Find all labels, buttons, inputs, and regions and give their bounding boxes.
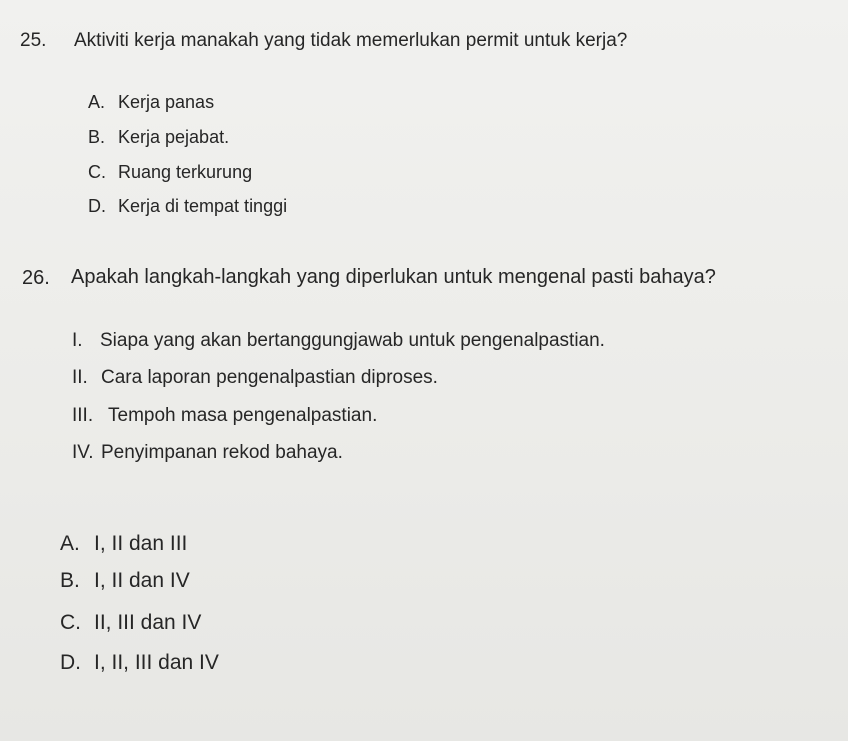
question-26-text: Apakah langkah-langkah yang diperlukan untuk mengenal pasti bahaya? [71, 266, 716, 288]
q25-option-c-letter: C. [88, 162, 106, 182]
q26-statement-3-text: Tempoh masa pengenalpastian. [108, 405, 378, 426]
q25-option-d-text: Kerja di tempat tinggi [118, 196, 288, 216]
q26-option-a[interactable] [60, 533, 187, 554]
q26-statement-2-text: Cara laporan pengenalpastian diproses. [101, 367, 438, 388]
q26-option-d-text: I, II, III dan IV [94, 651, 219, 674]
q25-option-c[interactable] [88, 163, 252, 181]
question-25-text: Aktiviti kerja manakah yang tidak memerlukan permit untuk kerja? [74, 30, 628, 51]
q26-option-d-letter: D. [60, 651, 81, 674]
q25-option-d[interactable] [88, 197, 287, 215]
q26-option-c[interactable] [60, 612, 201, 633]
q26-statement-1-roman: I. [72, 330, 83, 351]
q25-option-b-text: Kerja pejabat. [118, 127, 230, 147]
q26-statement-1 [72, 331, 605, 350]
q26-option-b[interactable] [60, 570, 190, 591]
q26-statement-3 [72, 406, 377, 425]
q26-option-a-letter: A. [60, 532, 80, 555]
q26-option-c-letter: C. [60, 611, 81, 634]
q26-statement-3-roman: III. [72, 405, 94, 426]
q26-option-c-text: II, III dan IV [94, 611, 202, 634]
q26-statement-2-roman: II. [72, 367, 88, 388]
q25-option-a-letter: A. [88, 92, 106, 112]
q26-option-b-text: I, II dan IV [94, 569, 190, 592]
q26-option-a-text: I, II dan III [94, 532, 188, 555]
q25-option-a-text: Kerja panas [118, 92, 215, 112]
q26-statement-1-text: Siapa yang akan bertanggungjawab untuk pengenalpastian. [100, 330, 605, 351]
q25-option-d-letter: D. [88, 196, 106, 216]
q26-statement-4-text: Penyimpanan rekod bahaya. [101, 442, 343, 463]
q25-option-a[interactable] [88, 93, 214, 111]
q25-option-b-letter: B. [88, 127, 106, 147]
q26-statement-4 [72, 443, 343, 462]
question-26-number: 26. [22, 267, 50, 289]
q26-option-d[interactable] [60, 652, 219, 673]
question-25-number: 25. [20, 30, 47, 51]
q25-option-b[interactable] [88, 128, 229, 146]
q25-option-c-text: Ruang terkurung [118, 162, 253, 182]
q26-statement-4-roman: IV. [72, 442, 94, 463]
q26-option-b-letter: B. [60, 569, 80, 592]
q26-statement-2 [72, 368, 438, 387]
